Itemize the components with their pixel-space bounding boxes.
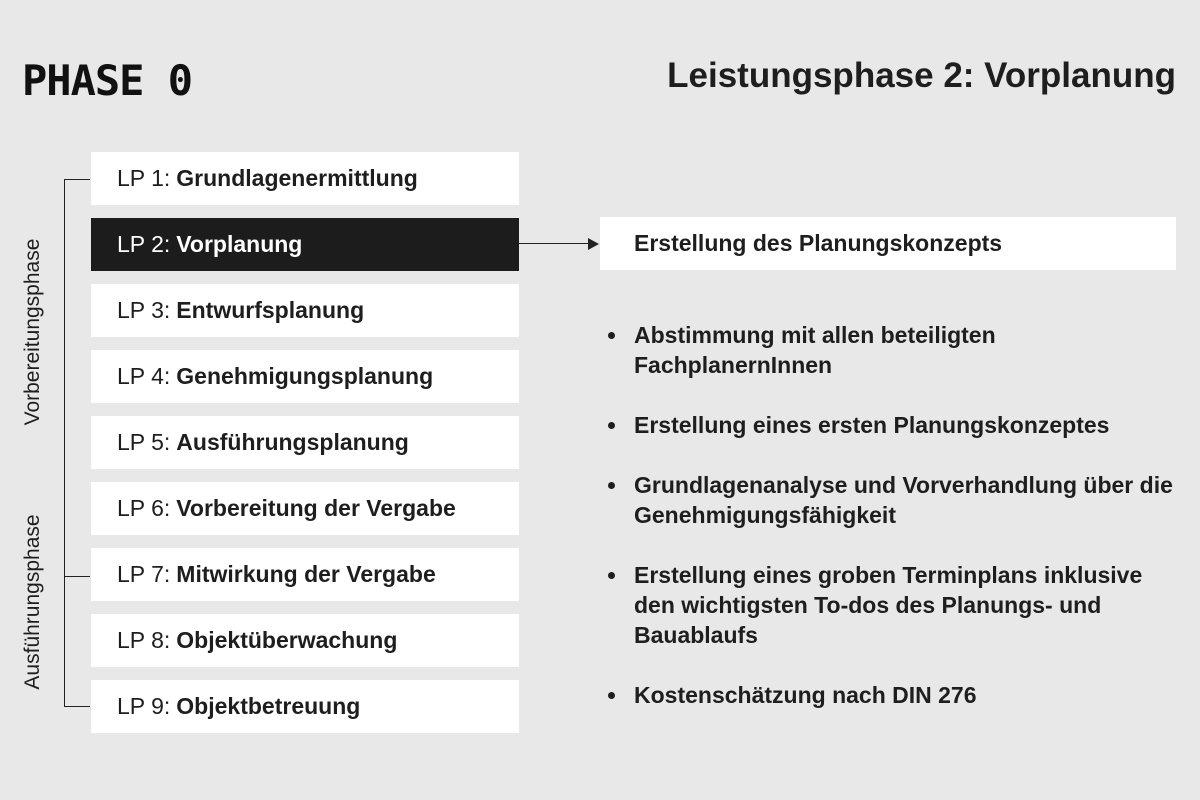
- task-item: [608, 410, 1178, 440]
- bracket-tick-bottom: [64, 706, 90, 707]
- phase-item-lp7[interactable]: [91, 548, 519, 601]
- task-item: [608, 680, 1178, 710]
- phase-item-lp9[interactable]: [91, 680, 519, 733]
- logo: PHASE 0: [22, 56, 193, 105]
- task-text: Abstimmung mit allen beteiligten FachplanernInnen: [634, 322, 996, 378]
- phase-number: LP 9:: [117, 693, 171, 719]
- bullet-icon: [608, 572, 615, 579]
- phase-number: LP 6:: [117, 495, 171, 521]
- task-item: [608, 320, 1178, 380]
- phase-name: Entwurfsplanung: [176, 297, 365, 323]
- phase-list: [91, 152, 519, 746]
- task-item: [608, 470, 1178, 530]
- phase-name: Vorbereitung der Vergabe: [176, 495, 456, 521]
- phase-name: Objektüberwachung: [176, 627, 398, 653]
- phase-number: LP 2:: [117, 231, 171, 257]
- group-label-execution: Ausführungsphase: [21, 514, 44, 690]
- phase-item-lp3[interactable]: [91, 284, 519, 337]
- task-text: Kostenschätzung nach DIN 276: [634, 682, 977, 708]
- bracket-tick-top: [64, 179, 90, 180]
- phase-number: LP 4:: [117, 363, 171, 389]
- bullet-icon: [608, 332, 615, 339]
- bullet-icon: [608, 482, 615, 489]
- phase-item-lp6[interactable]: [91, 482, 519, 535]
- task-item: [608, 560, 1178, 650]
- bullet-icon: [608, 692, 615, 699]
- task-text: Erstellung eines ersten Planungskonzeptes: [634, 412, 1110, 438]
- task-list: [608, 320, 1178, 740]
- phase-item-lp4[interactable]: [91, 350, 519, 403]
- phase-name: Vorplanung: [176, 231, 303, 257]
- concept-box: Erstellung des Planungskonzepts: [600, 217, 1176, 270]
- phase-item-lp1[interactable]: [91, 152, 519, 205]
- phase-number: LP 1:: [117, 165, 171, 191]
- phase-name: Genehmigungsplanung: [176, 363, 434, 389]
- task-text: Erstellung eines groben Terminplans inklusive den wichtigsten To-dos des Planungs- und Bauablaufs: [634, 562, 1143, 648]
- phase-number: LP 5:: [117, 429, 171, 455]
- group-label-preparation: Vorbereitungsphase: [21, 238, 44, 426]
- phase-name: Grundlagenermittlung: [176, 165, 418, 191]
- task-text: Grundlagenanalyse und Vorverhandlung über die Genehmigungsfähigkeit: [634, 472, 1173, 528]
- phase-name: Ausführungsplanung: [176, 429, 409, 455]
- phase-number: LP 3:: [117, 297, 171, 323]
- page-title: Leistungsphase 2: Vorplanung: [667, 56, 1176, 95]
- phase-item-lp2[interactable]: [91, 218, 519, 271]
- phase-name: Objektbetreuung: [176, 693, 361, 719]
- arrow-connector: [519, 243, 589, 244]
- bracket-tick-mid: [64, 576, 90, 577]
- phase-item-lp5[interactable]: [91, 416, 519, 469]
- bullet-icon: [608, 422, 615, 429]
- phase-name: Mitwirkung der Vergabe: [176, 561, 436, 587]
- arrow-head-icon: [588, 238, 599, 250]
- phase-number: LP 7:: [117, 561, 171, 587]
- phase-number: LP 8:: [117, 627, 171, 653]
- bracket-execution: [64, 576, 65, 706]
- phase-item-lp8[interactable]: [91, 614, 519, 667]
- bracket-preparation: [64, 179, 65, 576]
